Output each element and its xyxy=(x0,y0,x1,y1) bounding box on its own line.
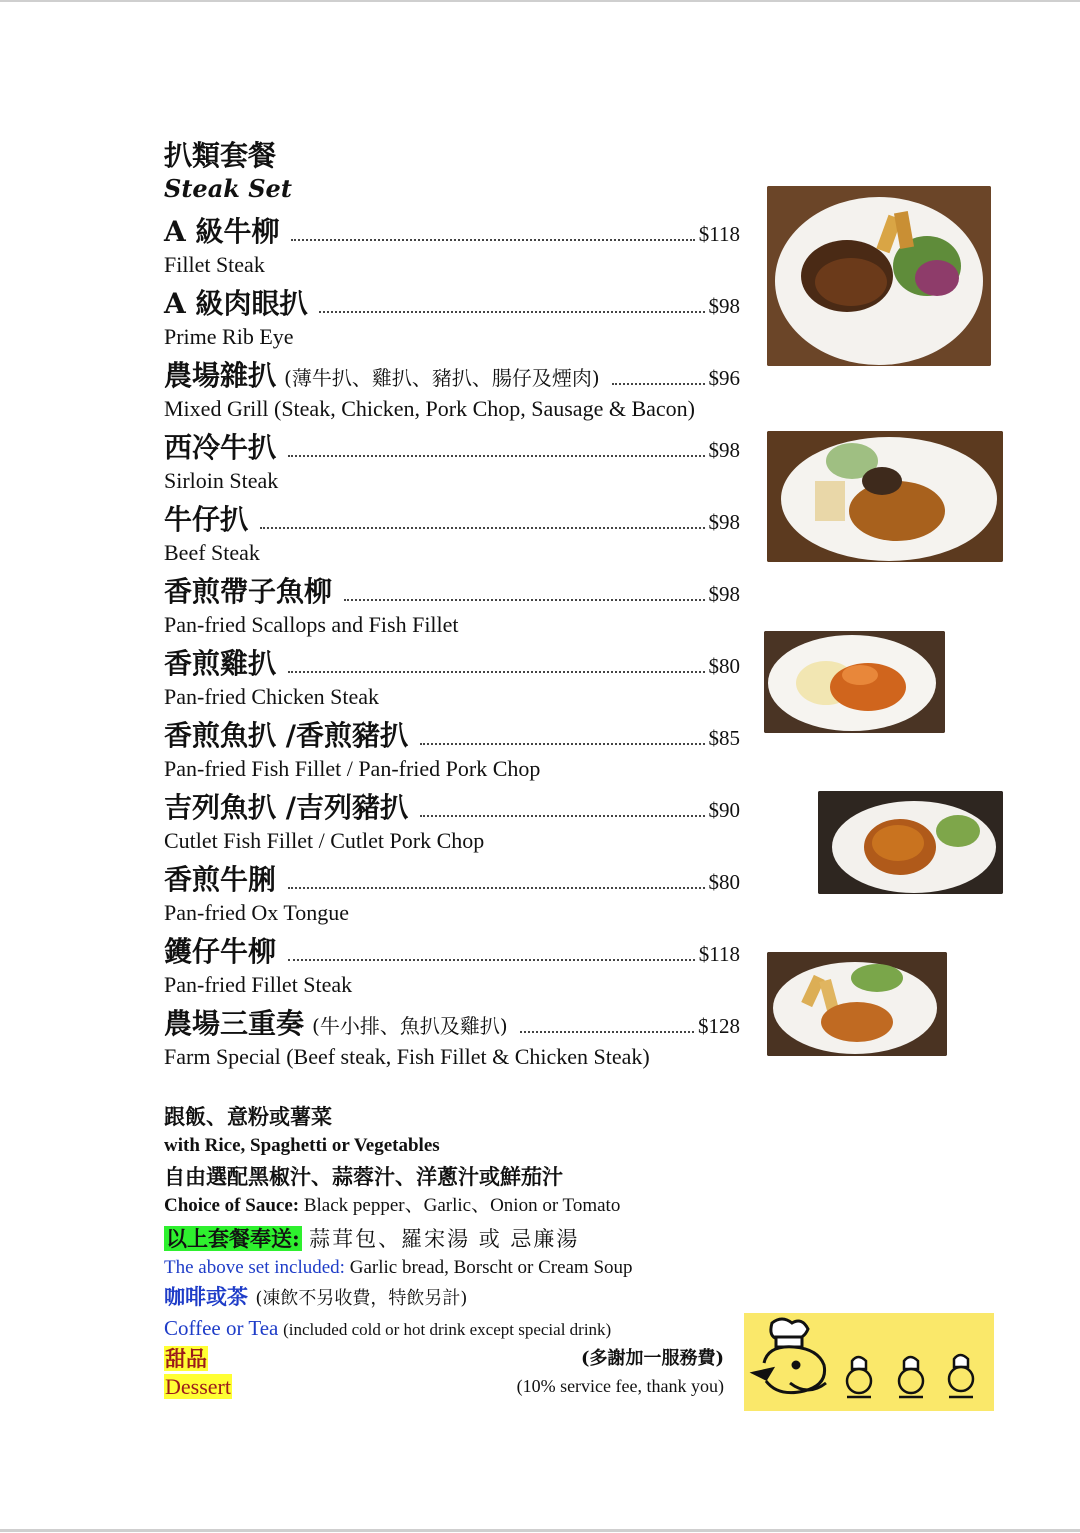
menu-item-name-zh: 香煎牛脷 xyxy=(164,863,277,896)
sides-en xyxy=(164,1132,744,1160)
menu-item-name-zh: 鑊仔牛柳 xyxy=(164,935,277,968)
chicken-spaghetti-photo xyxy=(764,631,945,733)
sauce-options-en: Black pepper、Garlic、Onion or Tomato xyxy=(303,1195,621,1216)
dessert-row xyxy=(164,1344,744,1404)
menu-item-row xyxy=(164,354,740,394)
menu-item xyxy=(164,1002,749,1072)
menu-item-name-en: Fillet Steak xyxy=(164,252,265,277)
leader-dots xyxy=(344,599,704,601)
menu-item-name-en: Pan-fried Scallops and Fish Fillet xyxy=(164,612,459,637)
menu-item-row xyxy=(164,210,740,250)
menu-item-name-en: Farm Special (Beef steak, Fish Fillet & Chicken Steak) xyxy=(164,1044,650,1069)
cutlet-plate-photo xyxy=(818,791,1003,894)
menu-item-price: $90 xyxy=(708,798,740,822)
service-fee-zh: (多謝加一服務費) xyxy=(580,1348,724,1369)
menu-item xyxy=(164,714,749,784)
menu-item-name-en: Mixed Grill (Steak, Chicken, Pork Chop, Sausage & Bacon) xyxy=(164,396,695,421)
menu-item-name-en: Pan-fried Ox Tongue xyxy=(164,900,350,925)
menu-item-price: $128 xyxy=(698,1014,740,1038)
set-included-label-zh: 以上套餐奉送: xyxy=(166,1226,300,1251)
menu-item xyxy=(164,354,749,424)
menu-item-row xyxy=(164,714,740,754)
sides-zh: 跟飯、意粉或薯菜 xyxy=(164,1104,332,1129)
menu-item-price: $118 xyxy=(698,942,740,966)
menu-item-name-en: Cutlet Fish Fillet / Cutlet Pork Chop xyxy=(164,828,485,853)
menu-item-name-zh: 農場雜扒 xyxy=(164,359,277,392)
section-title-zh: 扒類套餐 xyxy=(164,139,277,172)
menu-item-name-zh: A 級牛柳 xyxy=(164,215,280,248)
menu-item xyxy=(164,498,749,568)
menu-item-name-zh: 香煎帶子魚柳 xyxy=(164,575,333,608)
menu-item-price: $118 xyxy=(698,222,740,246)
small-duck-icons xyxy=(847,1355,973,1397)
menu-item-row xyxy=(164,858,740,898)
leader-dots xyxy=(260,527,704,529)
leader-dots xyxy=(420,815,705,817)
sauce-zh: 自由選配黑椒汁、蒜蓉汁、洋蔥汁或鮮茄汁 xyxy=(164,1164,563,1189)
bottom-border xyxy=(0,1529,1080,1532)
dessert-en xyxy=(164,1374,232,1400)
drink-label-en: Coffee or Tea xyxy=(164,1316,279,1340)
menu-item xyxy=(164,426,749,496)
leader-dots xyxy=(288,959,695,961)
menu-item-price: $80 xyxy=(708,870,740,894)
set-included-zh xyxy=(164,1224,744,1254)
leader-dots xyxy=(288,671,704,673)
drink-note-en: (included cold or hot drink except special drink) xyxy=(283,1320,612,1339)
drink-label-zh: 咖啡或茶 xyxy=(164,1284,248,1309)
menu-item-name-zh: 農場三重奏 xyxy=(164,1007,305,1040)
menu-item-name-zh: 香煎雞扒 xyxy=(164,647,277,680)
steak-plate-photo xyxy=(767,186,991,366)
menu-item-name-zh: A 級肉眼扒 xyxy=(164,287,308,320)
set-included-items-en: Garlic bread, Borscht or Cream Soup xyxy=(349,1257,633,1278)
menu-item-price: $96 xyxy=(708,366,740,390)
menu-item-name-en: Prime Rib Eye xyxy=(164,324,294,349)
menu-item xyxy=(164,786,749,856)
menu-item-price: $80 xyxy=(708,654,740,678)
menu-item-price: $98 xyxy=(708,294,740,318)
dessert-zh-text: 甜品 xyxy=(165,1346,207,1371)
menu-item-row xyxy=(164,498,740,538)
leader-dots xyxy=(612,383,705,385)
big-duck-icon xyxy=(754,1319,826,1393)
menu-item xyxy=(164,930,749,1000)
menu-item-row xyxy=(164,642,740,682)
leader-dots xyxy=(319,311,704,313)
menu-item-row xyxy=(164,786,740,826)
menu-item-name-zh: 香煎魚扒 /香煎豬扒 xyxy=(164,719,408,752)
leader-dots xyxy=(420,743,705,745)
menu-item-name-zh: 牛仔扒 xyxy=(164,503,249,536)
menu-item xyxy=(164,642,749,712)
menu-item-price: $85 xyxy=(708,726,740,750)
top-border xyxy=(0,0,1080,2)
menu-item-note-zh: (薄牛扒、雞扒、豬扒、腸仔及煙肉) xyxy=(284,366,600,390)
menu-item xyxy=(164,570,749,640)
drink-note-zh: (凍飲不另收費，特飲另計) xyxy=(255,1288,468,1309)
sauce-en xyxy=(164,1192,744,1220)
set-notes xyxy=(164,1102,744,1404)
menu-item xyxy=(164,282,749,352)
dessert-zh xyxy=(164,1344,208,1374)
menu-item-price: $98 xyxy=(708,438,740,462)
sirloin-plate-photo xyxy=(767,431,1003,562)
leader-dots xyxy=(291,239,694,241)
drink-zh xyxy=(164,1282,744,1314)
leader-dots xyxy=(288,887,704,889)
menu-item-name-en: Beef Steak xyxy=(164,540,260,565)
fillet-fries-photo xyxy=(767,952,947,1056)
chef-ducks-logo xyxy=(744,1313,994,1411)
menu-item-row xyxy=(164,570,740,610)
menu-item-name-en: Sirloin Steak xyxy=(164,468,279,493)
sauce-label-en: Choice of Sauce: xyxy=(164,1195,300,1216)
sides-en-text: with Rice, Spaghetti or Vegetables xyxy=(164,1135,440,1156)
menu-item-list xyxy=(164,210,749,1072)
menu-item-name-zh: 西冷牛扒 xyxy=(164,431,277,464)
menu-item-name-en: Pan-fried Chicken Steak xyxy=(164,684,380,709)
menu-item-row xyxy=(164,930,740,970)
menu-item-row xyxy=(164,282,740,322)
menu-item-name-zh: 吉列魚扒 /吉列豬扒 xyxy=(164,791,408,824)
set-included-label-en: The above set included: xyxy=(164,1257,345,1278)
set-included-en xyxy=(164,1254,744,1282)
menu-item-name-en: Pan-fried Fish Fillet / Pan-fried Pork Chop xyxy=(164,756,541,781)
steak-set-menu xyxy=(164,138,749,1074)
service-fee-en: (10% service fee, thank you) xyxy=(516,1376,724,1396)
menu-item xyxy=(164,858,749,928)
section-title-en: Steak Set xyxy=(164,174,292,203)
menu-item-note-zh: (牛小排、魚扒及雞扒) xyxy=(312,1014,508,1038)
menu-item-price: $98 xyxy=(708,582,740,606)
menu-item-name-en: Pan-fried Fillet Steak xyxy=(164,972,353,997)
menu-item-row xyxy=(164,426,740,466)
menu-item-price: $98 xyxy=(708,510,740,534)
menu-item xyxy=(164,210,749,280)
leader-dots xyxy=(520,1031,694,1033)
drink-en xyxy=(164,1314,744,1344)
set-included-items-zh: 蒜茸包、羅宋湯 或 忌廉湯 xyxy=(309,1227,580,1251)
dessert-en-text: Dessert xyxy=(165,1374,231,1399)
leader-dots xyxy=(288,455,704,457)
menu-item-row xyxy=(164,1002,740,1042)
